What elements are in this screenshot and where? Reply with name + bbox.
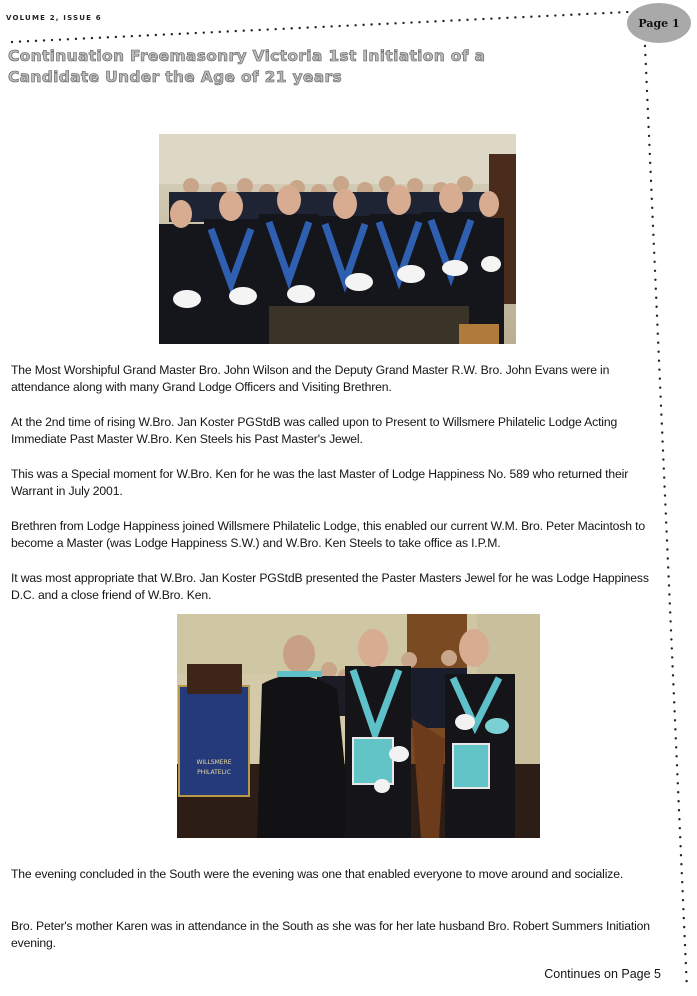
page-number: Page 1 bbox=[638, 16, 680, 30]
paragraph-4: Brethren from Lodge Happiness joined Willsmere Philatelic Lodge, this enabled our current W.M. Bro. Peter Macintosh to become a Master (was Lodge Happiness S.W.) and W.Bro. Ken Steels to take office as I.P.M. bbox=[11, 519, 645, 550]
jewel-presentation-photo bbox=[177, 614, 540, 838]
article-title bbox=[8, 46, 608, 88]
top-dotted-line bbox=[12, 12, 628, 42]
page-number-badge bbox=[627, 3, 691, 43]
paragraph-5: It was most appropriate that W.Bro. Jan Koster PGStdB presented the Paster Masters Jewel for he was Lodge Happiness D.C. and a close friend of W.Bro. Ken. bbox=[11, 571, 649, 602]
lodge-officers-photo bbox=[159, 134, 516, 344]
paragraph-2: At the 2nd time of rising W.Bro. Jan Koster PGStdB was called upon to Present to Willsmere Philatelic Lodge Acting Immediate Past Master W.Bro. Ken Steels his Past Master's Jewel. bbox=[11, 415, 618, 446]
paragraph-6: The evening concluded in the South were the evening was one that enabled everyone to move around and socialize. bbox=[11, 867, 624, 881]
paragraph-3: This was a Special moment for W.Bro. Ken for he was the last Master of Lodge Happiness No. 589 who returned their Warrant in July 2001. bbox=[11, 467, 629, 498]
banner-line-1: WILLSMERE bbox=[196, 759, 232, 766]
title-line-2: Candidate Under the Age of 21 years bbox=[8, 68, 342, 86]
paragraph-1: The Most Worshipful Grand Master Bro. John Wilson and the Deputy Grand Master R.W. Bro. John Evans were in attendance along with many Grand Lodge Officers and Visiting Brethren. bbox=[11, 363, 610, 394]
continues-on-page[interactable]: Continues on Page 5 bbox=[544, 967, 661, 981]
volume-issue-label: VOLUME 2, ISSUE 6 bbox=[6, 14, 102, 22]
title-line-1: Continuation Freemasonry Victoria 1st Initiation of a bbox=[8, 47, 486, 65]
paragraph-7: Bro. Peter's mother Karen was in attendance in the South as she was for her late husband Bro. Robert Summers Initiation evening. bbox=[11, 919, 650, 950]
banner-line-2: PHILATELIC bbox=[197, 769, 231, 776]
